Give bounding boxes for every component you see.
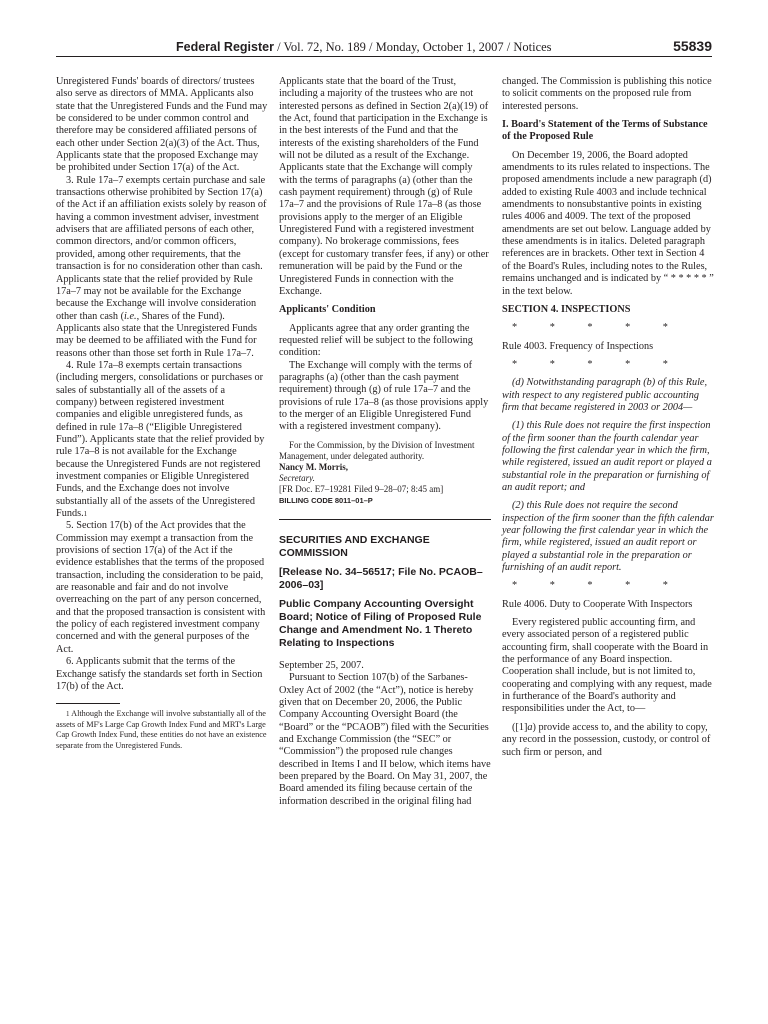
section-heading: I. Board's Statement of the Terms of Substance of the Proposed Rule xyxy=(502,119,708,143)
column-1 xyxy=(56,76,268,751)
paragraph: (1) this Rule does not require the first inspection of the firm sooner than the fourth calendar year following the first calendar year in which the firm, while registered, issued an audit report or played a substantial role in the preparation or furnishing of an audit report; and xyxy=(502,420,712,493)
omission-stars: * * * * * xyxy=(512,580,683,592)
paragraph: 4. Rule 17a–8 exempts certain transactions (including mergers, consolidations or purchases or sales of substantially all of the assets of a company) between registered investment companies and eligible unregistered funds, as defined in rule 17a–8 (“Eligible Unregistered Fund”). Applicants state that the relief provided by rule 17a–8 is not available for the Exchange because the Unregistered Funds are not registered investment companies or Eligible Unregistered Funds, and the Exchange does not involve substantially all of the assets of the Unregistered Funds.$^1$ xyxy=(56,359,265,520)
paragraph: (2) this Rule does not require the second inspection of the firm sooner than the fifth calendar year following the first calendar year in which the firm, while registered, issued an audit report or played a substantial role in the preparation or furnishing of an audit report. xyxy=(502,500,714,574)
paragraph: ([1]a) provide access to, and the ability to copy, any record in the possession, custody, or control of such firm or person, and xyxy=(502,721,711,758)
section-heading: SECTION 4. INSPECTIONS xyxy=(502,303,631,315)
section-name: Notices xyxy=(513,40,552,54)
footnote-divider xyxy=(56,703,120,704)
paragraph: Unregistered Funds' boards of directors/ trustees also serve as directors of MMA. Applicants also state that the Unregistered Funds and the Fund may be considered to be under common control and therefore may be considered affiliated persons of each other under Section 2(a)(3) of the Act. Thus, Applicants state that the proposed Exchange may be prohibited under Section 17(a) of the Act. xyxy=(56,76,268,174)
billing-code: BILLING CODE 8011–01–P xyxy=(279,495,373,505)
agency-name: SECURITIES AND EXCHANGE COMMISSION xyxy=(279,533,430,559)
paragraph: changed. The Commission is publishing this notice to solicit comments on the proposed rule from interested persons. xyxy=(502,76,712,112)
paragraph: 5. Section 17(b) of the Act provides that the Commission may exempt a transaction from the provisions of section 17(a) of the Act if the evidence establishes that the terms of the proposed transaction, including the consideration to be paid, are reasonable and fair and do not involve overreaching on the part of any person concerned, and that the proposed transaction is consistent with the policy of each registered investment company concerned and with the general purposes of the Act. xyxy=(56,520,266,655)
paragraph: Applicants agree that any order granting the requested relief will be subject to the following condition: xyxy=(279,322,473,359)
section-heading: Applicants' Condition xyxy=(279,304,376,316)
page-number: 55839 xyxy=(673,38,712,54)
column-3 xyxy=(502,76,714,759)
issue-date: Monday, October 1, 2007 xyxy=(375,40,504,54)
footnote-ref: 1 xyxy=(83,510,88,519)
document-divider xyxy=(279,519,491,520)
paragraph: 3. Rule 17a–7 exempts certain purchase and sale transactions otherwise prohibited by Section 17(a) of the Act if an affiliation exists solely by reason of having a common investment adviser, investment advisers that are affiliated persons of each other, common directors, and/or common officers, provided, among other requirements, that the transaction is for no consideration other than cash. Applicants state that the relief provided by Rule 17a–7 may not be available for the Exchange because the Exchange will involve consideration other than cash (i.e., Shares of the Fund). Applicants also state that the Unregistered Funds may be deemed to be affiliated with the Fund for reasons other than those set forth in Rule 17a–7. xyxy=(56,174,267,359)
paragraph: Pursuant to Section 107(b) of the Sarbanes-Oxley Act of 2002 (the “Act”), notice is hereby given that on December 20, 2006, the Public Company Accounting Oversight Board (the “Board” or the “PCAOB”) filed with the Securities and Exchange Commission (the “SEC” or “Commission”) the proposed rule changes described in Items I and II below, which items have been prepared by the Board. On May 31, 2007, the Board amended its filing because certain of the information described in the original filing had xyxy=(279,672,491,807)
signer-title: Secretary. xyxy=(279,472,315,483)
notice-date: September 25, 2007. xyxy=(279,659,364,671)
publication-name: Federal Register xyxy=(176,40,274,54)
paragraph: On December 19, 2006, the Board adopted amendments to its rules related to inspections. The proposed amendments include a new paragraph (d) added to existing Rule 4003 and include technical amendments to nonsubstantive points in existing rules 4006 and 4009. The text of the proposed amendments are set out below. Language added by these amendments is in italics. Deleted paragraph references are in brackets. Other text in Section 4 of the Board's Rules, including notes to the Rules, remains unchanged and is indicated by “ * * * * * ” in the text below. xyxy=(502,149,714,297)
rule-title: Rule 4003. Frequency of Inspections xyxy=(502,340,654,352)
fr-doc: [FR Doc. E7–19281 Filed 9–28–07; 8:45 am] xyxy=(279,483,444,494)
paragraph: Every registered public accounting firm, and every associated person of a registered public accounting firm, shall cooperate with the Board in the performance of any Board inspection. Cooperation shall include, but is not limited to, cooperating and complying with any request, made in furtherance of the Board's authority and responsibilities under the Act, to— xyxy=(502,617,712,715)
footnote: $^1$ Although the Exchange will involve substantially all of the assets of MF's Large Cap Growth Index Fund and MRT's Large Cap Growth Index Fund, these entities do not have an existence separate from the Unregistered Funds. xyxy=(56,709,267,750)
paragraph: Applicants state that the board of the Trust, including a majority of the trustees who are not interested persons as defined in Section 2(a)(19) of the Act, found that participation in the Exchange is in the best interests of the Fund and that the interests of the existing shareholders of the Fund will not be diluted as a result of the Exchange. Applicants state that the Exchange will comply with the terms of paragraphs (a) (other than the cash payment requirement) through (g) of Rule 17a–7 and the provisions of Rule 17a–8 (as those provisions apply to the merger of an Eligible Unregistered Fund with a registered investment company). No brokerage commissions, fees (except for customary transfer fees, if any) or other remuneration will be paid by the Fund or the Unregistered Funds in connection with the Exchange. xyxy=(279,76,489,297)
paragraph: The Exchange will comply with the terms of paragraphs (a) (other than the cash payment requirement) through (g) of rule 17a–7 and the provisions of rule 17a–8 (as those provisions apply to the merger of an Eligible Unregistered Fund with a registered investment company). xyxy=(279,359,489,433)
page-header xyxy=(56,34,712,57)
header-citation: Federal Register / Vol. 72, No. 189 / Monday, October 1, 2007 / Notices xyxy=(176,40,552,54)
column-2 xyxy=(279,76,491,808)
omission-stars: * * * * * xyxy=(512,322,683,334)
omission-stars: * * * * * xyxy=(512,358,683,370)
release-number: [Release No. 34–56517; File No. PCAOB–2006–03] xyxy=(279,565,483,591)
volume-info: Vol. 72, No. 189 xyxy=(283,40,366,54)
notice-title: Public Company Accounting Oversight Board; Notice of Filing of Proposed Rule Change and Amendment No. 1 Thereto Relating to Inspections xyxy=(279,597,482,649)
signature-intro: For the Commission, by the Division of Investment Management, under delegated authority. xyxy=(279,439,475,461)
signer-name: Nancy M. Morris, xyxy=(279,461,348,472)
paragraph: (d) Notwithstanding paragraph (b) of this Rule, with respect to any registered public accounting firm that became registered in 2003 or 2004— xyxy=(502,377,708,413)
rule-title: Rule 4006. Duty to Cooperate With Inspectors xyxy=(502,598,693,610)
paragraph: 6. Applicants submit that the terms of the Exchange satisfy the standards set forth in Section 17(b) of the Act. xyxy=(56,656,263,692)
